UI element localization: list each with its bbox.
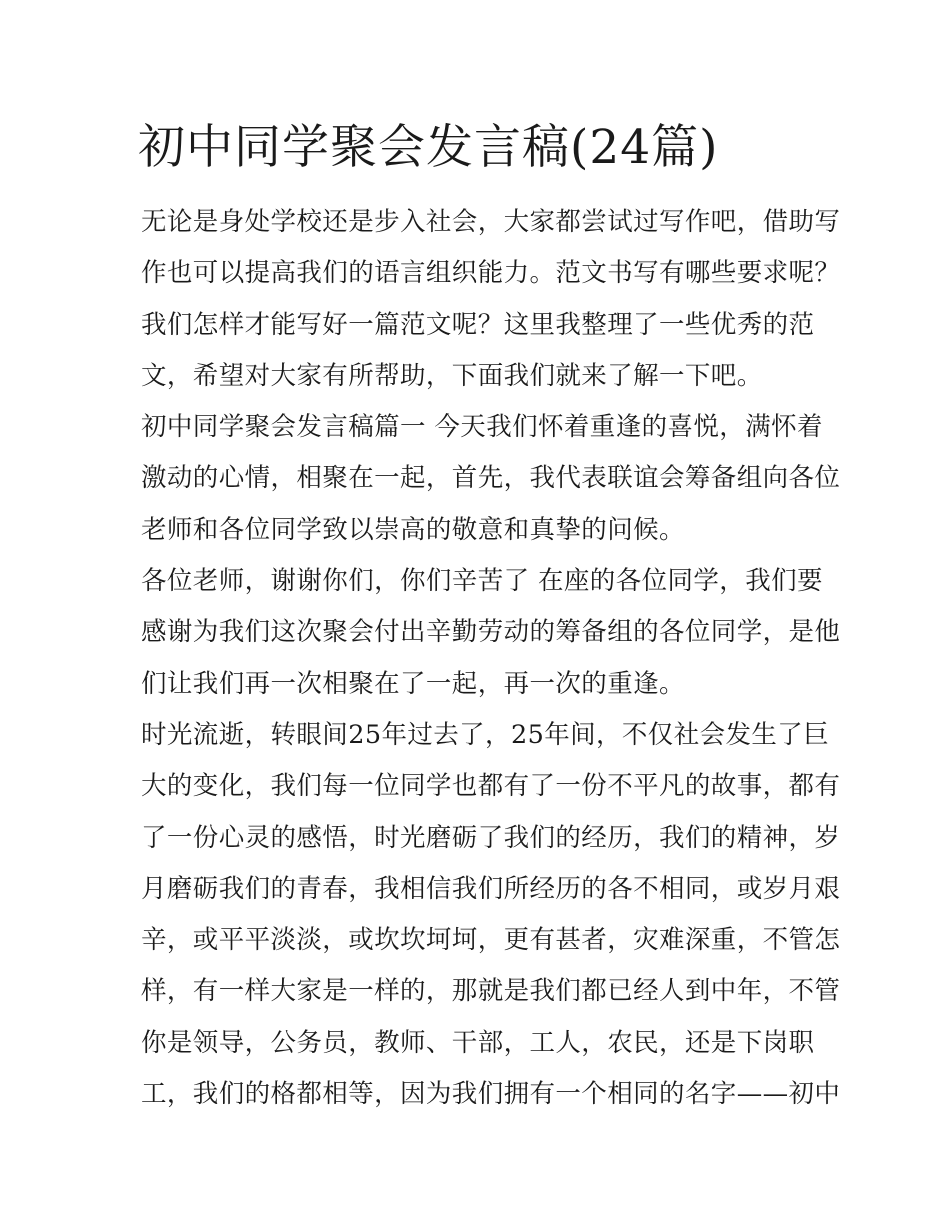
text-line: 月磨砺我们的青春，我相信我们所经历的各不相同，或岁月艰 bbox=[141, 873, 841, 904]
document-body bbox=[141, 197, 841, 1120]
document-title: 初中同学聚会发言稿(24篇) bbox=[138, 120, 719, 175]
text-line: 你是领导，公务员，教师、干部，工人，农民，还是下岗职 bbox=[141, 1027, 815, 1058]
text-line: 了一份心灵的感悟，时光磨砺了我们的经历，我们的精神，岁 bbox=[141, 822, 841, 853]
text-line: 我们怎样才能写好一篇范文呢？这里我整理了一些优秀的范 bbox=[141, 309, 815, 340]
text-line: 文，希望对大家有所帮助，下面我们就来了解一下吧。 bbox=[141, 360, 763, 391]
text-line: 工，我们的格都相等，因为我们拥有一个相同的名字——初中 bbox=[141, 1079, 841, 1110]
text-line: 老师和各位同学致以崇高的敬意和真挚的问候。 bbox=[141, 514, 685, 545]
text-line: 大的变化，我们每一位同学也都有了一份不平凡的故事，都有 bbox=[141, 771, 841, 802]
text-line: 激动的心情，相聚在一起，首先，我代表联谊会筹备组向各位 bbox=[141, 463, 841, 494]
text-line: 时光流逝，转眼间25年过去了，25年间，不仅社会发生了巨 bbox=[141, 719, 830, 750]
text-line: 各位老师，谢谢你们，你们辛苦了 在座的各位同学，我们要 bbox=[141, 566, 823, 597]
text-line: 样，有一样大家是一样的，那就是我们都已经人到中年，不管 bbox=[141, 976, 841, 1007]
text-line: 初中同学聚会发言稿篇一 今天我们怀着重逢的喜悦，满怀着 bbox=[141, 412, 823, 443]
text-line: 们让我们再一次相聚在了一起，再一次的重逢。 bbox=[141, 668, 685, 699]
text-line: 无论是身处学校还是步入社会，大家都尝试过写作吧，借助写 bbox=[141, 207, 841, 237]
text-line: 辛，或平平淡淡，或坎坎坷坷，更有甚者，灾难深重，不管怎 bbox=[141, 925, 841, 956]
text-line: 感谢为我们这次聚会付出辛勤劳动的筹备组的各位同学，是他 bbox=[141, 617, 841, 648]
text-line: 作也可以提高我们的语言组织能力。范文书写有哪些要求呢？ bbox=[141, 258, 841, 289]
